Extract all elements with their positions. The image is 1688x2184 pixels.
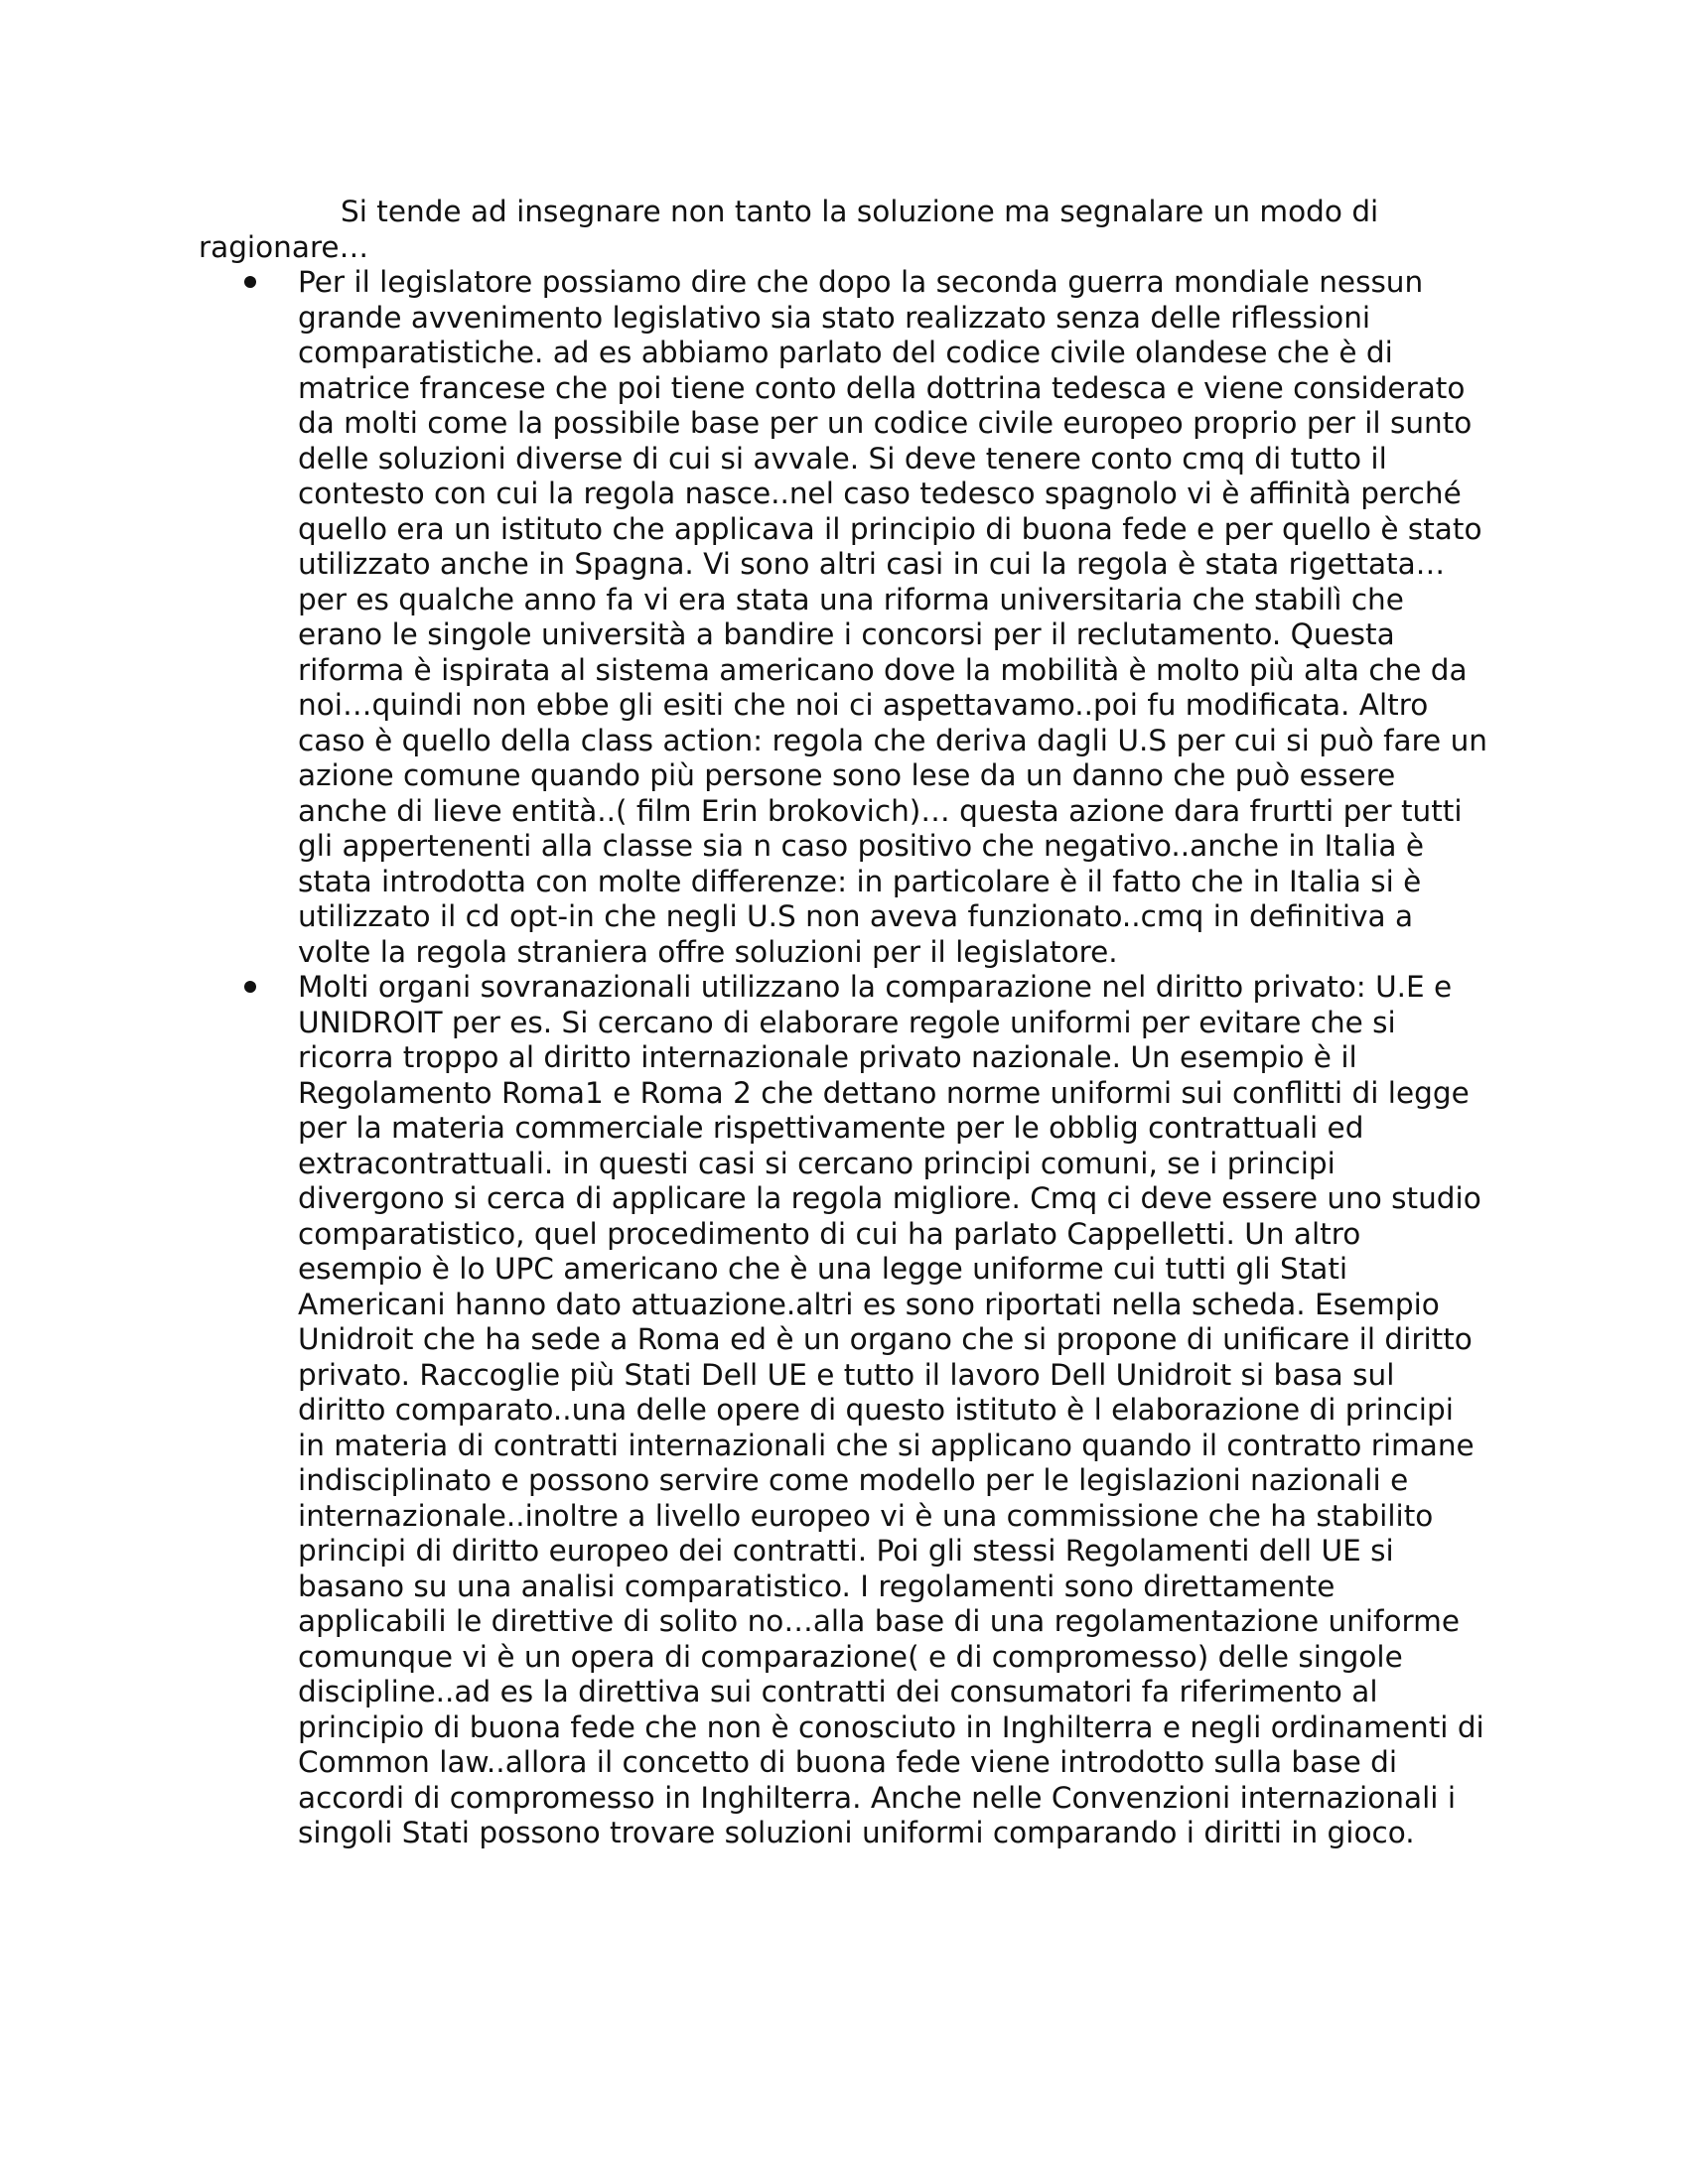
list-item [199,265,1489,970]
bullet-list [199,265,1489,1851]
list-item-text: Per il legislatore possiamo dire che dopo la seconda guerra mondiale nessun grande avvenimento legislativo sia stato realizzato senza delle riflessioni comparatistiche. ad es abbiamo parlato del codice civile olandese che è di matrice francese che poi tiene conto della dottrina tedesca e viene considerato da molti come la possibile base per un codice civile europeo proprio per il sunto delle soluzioni diverse di cui si avvale. Si deve tenere conto cmq di tutto il contesto con cui la regola nasce..nel caso tedesco spagnolo vi è affinità perché quello era un istituto che applicava il principio di buona fede e per quello è stato utilizzato anche in Spagna. Vi sono altri casi in cui la regola è stata rigettata…per es qualche anno fa vi era stata una riforma universitaria che stabilì che erano le singole università a bandire i concorsi per il reclutamento. Questa riforma è ispirata al sistema americano dove la mobilità è molto più alta che da noi…quindi non ebbe gli esiti che noi ci aspettavamo..poi fu modificata. Altro caso è quello della class action: regola che deriva dagli U.S per cui si può fare un azione comune quando più persone sono lese da un danno che può essere anche di lieve entità..( film Erin brokovich)… questa azione dara frurtti per tutti gli appertenenti alla classe sia n caso positivo che negativo..anche in Italia è stata introdotta con molte differenze: in particolare è il fatto che in Italia si è utilizzato il cd opt-in che negli U.S non aveva funzionato..cmq in definitiva a volte la regola straniera offre soluzioni per il legislatore. [298,265,1487,969]
list-item [199,970,1489,1851]
bullet-icon [244,276,256,288]
document-body [199,195,1489,1851]
bullet-icon [244,981,256,993]
intro-paragraph: Si tende ad insegnare non tanto la soluzione ma segnalare un modo di ragionare… [199,195,1379,264]
list-item-text: Molti organi sovranazionali utilizzano la comparazione nel diritto privato: U.E e UNIDROIT per es. Si cercano di elaborare regole uniformi per evitare che si ricorra troppo al diritto internazionale privato nazionale. Un esempio è il Regolamento Roma1 e Roma 2 che dettano norme uniformi sui conflitti di legge per la materia commerciale rispettivamente per le obblig contrattuali ed extracontrattuali. in questi casi si cercano principi comuni, se i principi divergono si cerca di applicare la regola migliore. Cmq ci deve essere uno studio comparatistico, quel procedimento di cui ha parlato Cappelletti. Un altro esempio è lo UPC americano che è una legge uniforme cui tutti gli Stati Americani hanno dato attuazione.altri es sono riportati nella scheda. Esempio Unidroit che ha sede a Roma ed è un organo che si propone di unificare il diritto privato. Raccoglie più Stati Dell UE e tutto il lavoro Dell Unidroit si basa sul diritto comparato..una delle opere di questo istituto è l elaborazione di principi in materia di contratti internazionali che si applicano quando il contratto rimane indisciplinato e possono servire come modello per le legislazioni nazionali e internazionale..inoltre a livello europeo vi è una commissione che ha stabilito principi di diritto europeo dei contratti. Poi gli stessi Regolamenti dell UE si basano su una analisi comparatistico. I regolamenti sono direttamente applicabili le direttive di solito no…alla base di una regolamentazione uniforme comunque vi è un opera di comparazione( e di compromesso) delle singole discipline..ad es la direttiva sui contratti dei consumatori fa riferimento al principio di buona fede che non è conosciuto in Inghilterra e negli ordinamenti di Common law..allora il concetto di buona fede viene introdotto sulla base di accordi di compromesso in Inghilterra. Anche nelle Convenzioni internazionali i singoli Stati possono trovare soluzioni uniformi comparando i diritti in gioco. [298,970,1484,1849]
